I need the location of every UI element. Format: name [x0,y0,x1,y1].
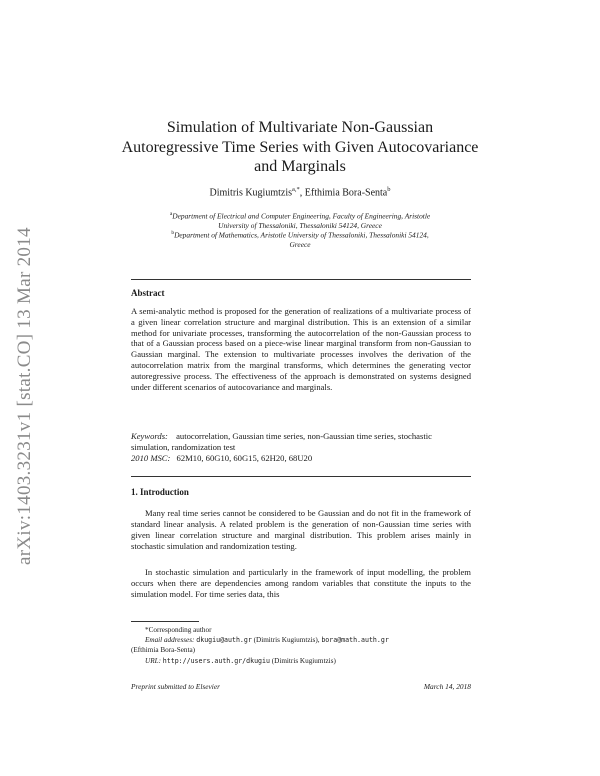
intro-paragraph-1: Many real time series cannot be considered to be Gaussian and do not fit in the framework of standard linear analysis. A related problem is the generation of non-Gaussian time series with given linear correlation structure and marginal distribution. This problem arises mainly in stochastic simulation and randomization testing. [131,508,471,551]
url-owner: (Dimitris Kugiumtzis) [271,656,336,665]
footer-date: March 14, 2018 [423,682,471,691]
title-line-2: Autoregressive Time Series with Given Autocovariance [121,138,479,156]
author-list [130,186,470,198]
author-separator: , [299,187,305,199]
affiliation-line: Greece [289,240,311,250]
page-footer [131,682,471,691]
footnote-rule [131,621,199,622]
keywords [131,431,471,453]
affiliation-mark: a [169,211,173,217]
keywords-text: autocorrelation, Gaussian time series, non-Gaussian time series, stochastic simulation, randomization test [131,431,432,452]
email-link[interactable]: dkugiu@auth.gr [196,636,252,645]
abstract-heading: Abstract [131,288,165,298]
affiliation-line: University of Thessaloniki, Thessaloniki 54124, Greece [218,221,382,231]
abstract-bottom-rule [131,476,471,477]
msc-label: 2010 MSC: [131,453,171,463]
email-owner: (Dimitris Kugiumtzis), [253,636,320,645]
author-affiliation-mark: b [387,186,391,193]
author-affiliation-mark: a,* [292,186,300,193]
affiliation-line: Department of Mathematics, Aristotle University of Thessaloniki, Thessaloniki 54124, [174,230,429,240]
title-line-3: and Marginals [254,158,346,175]
affiliation-b [130,228,470,250]
title-line-1: Simulation of Multivariate Non-Gaussian [166,119,434,136]
affiliation-mark: b [171,230,175,236]
paper-title [120,118,480,177]
section-heading-introduction: 1. Introduction [131,487,189,497]
homepage-link[interactable]: http://users.auth.gr/dkugiu [162,656,270,665]
corresponding-author-note: *Corresponding author [145,626,212,634]
abstract-text: A semi-analytic method is proposed for the generation of realizations of a multivariate process of a given linear correlation structure and marginal distribution. This is an extension of a similar method for univariate processes, transforming the autocorrelation of the non-Gaussian process to that of a Gaussian process based on a piece-wise linear marginal transform from non-Gaussian to Gaussian marginal. The extension to multivariate processes involves the derivation of the autocorrelation matrix from the marginal transforms, which determines the generating vector autoregressive process. The effectiveness of the approach is demonstrated on systems designed under different scenarios of autocovariance and marginals. [131,306,471,392]
arxiv-identifier-stamp: arXiv:1403.3231v1 [stat.CO] 13 Mar 2014 [14,227,35,565]
abstract-top-rule [131,279,471,280]
url-label: URL: [145,656,161,665]
email-label: Email addresses: [145,636,195,645]
author-name: Efthimia Bora-Senta [304,187,388,199]
footnote [131,625,471,666]
preprint-note: Preprint submitted to Elsevier [131,682,221,691]
email-owner: (Efthimia Bora-Senta) [131,646,196,655]
msc-text: 62M10, 60G10, 60G15, 62H20, 68U20 [176,453,313,463]
email-link[interactable]: bora@math.auth.gr [321,636,389,645]
intro-paragraph-2: In stochastic simulation and particularly in the framework of input modelling, the problem occurs when there are dependencies among random variables that constitute the inputs to the simulation model. For time series data, this [131,567,471,599]
keywords-label: Keywords: [131,431,168,441]
author-name: Dimitris Kugiumtzis [209,187,292,199]
msc-codes [131,453,471,464]
affiliation-line: Department of Electrical and Computer Engineering, Faculty of Engineering, Aristotle [172,211,431,221]
